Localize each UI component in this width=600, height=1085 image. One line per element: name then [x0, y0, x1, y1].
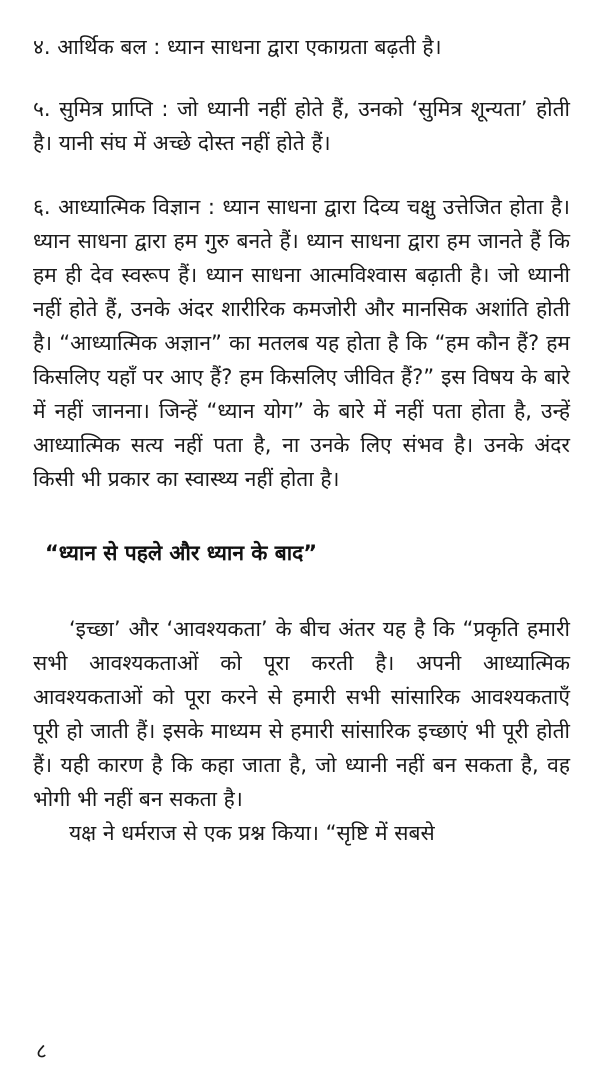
paragraph-financial-strength: ४. आर्थिक बल : ध्यान साधना द्वारा एकाग्रता बढ़ती है। — [33, 35, 442, 59]
paragraph-desire-vs-need: ‘इच्छा’ और ‘आवश्यकता’ के बीच अंतर यह है कि “प्रकृति हमारी सभी आवश्यकताओं को पूरा करती है। अपनी आध्यात्मिक आवश्यकताओं को पूरा करने से हमारी सभी सांसारिक आवश्यकताएँ पूरी हो जाती हैं। इसके माध्यम से हमारी सांसारिक इच्छाएं भी पूरी होती हैं। यही कारण है कि कहा जाता है, जो ध्यानी नहीं बन सकता है, वह भोगी भी नहीं बन सकता है। — [33, 617, 570, 811]
paragraph-good-friends: ५. सुमित्र प्राप्ति : जो ध्यानी नहीं होते हैं, उनको ‘सुमित्र शून्यता’ होती है। यानी संघ में अच्छे दोस्त नहीं होते हैं। — [33, 97, 570, 155]
paragraph-yaksha-question: यक्ष ने धर्मराज से एक प्रश्न किया। “सृष्टि में सबसे — [69, 821, 435, 845]
paragraph-spiritual-science: ६. आध्यात्मिक विज्ञान : ध्यान साधना द्वारा दिव्य चक्षु उत्तेजित होता है। ध्यान साधना द्वारा हम गुरु बनते हैं। ध्यान साधना द्वारा हम जानते हैं कि हम ही देव स्वरूप हैं। ध्यान साधना आत्मविश्वास बढ़ाती है। जो ध्यानी नहीं होते हैं, उनके अंदर शारीरिक कमजोरी और मानसिक अशांति होती है। “आध्यात्मिक अज्ञान” का मतलब यह होता है कि “हम कौन हैं? हम किसलिए यहाँ पर आए हैं? हम किसलिए जीवित हैं?” इस विषय के बारे में नहीं जानना। जिन्हें “ध्यान योग” के बारे में नहीं पता होता है, उन्हें आध्यात्मिक सत्य नहीं पता है, ना उनके लिए संभव है। उनके अंदर किसी भी प्रकार का स्वास्थ्य नहीं होता है। — [33, 195, 570, 491]
page-number: ८ — [36, 1039, 47, 1063]
section-heading: “ध्यान से पहले और ध्यान के बाद” — [45, 541, 318, 565]
